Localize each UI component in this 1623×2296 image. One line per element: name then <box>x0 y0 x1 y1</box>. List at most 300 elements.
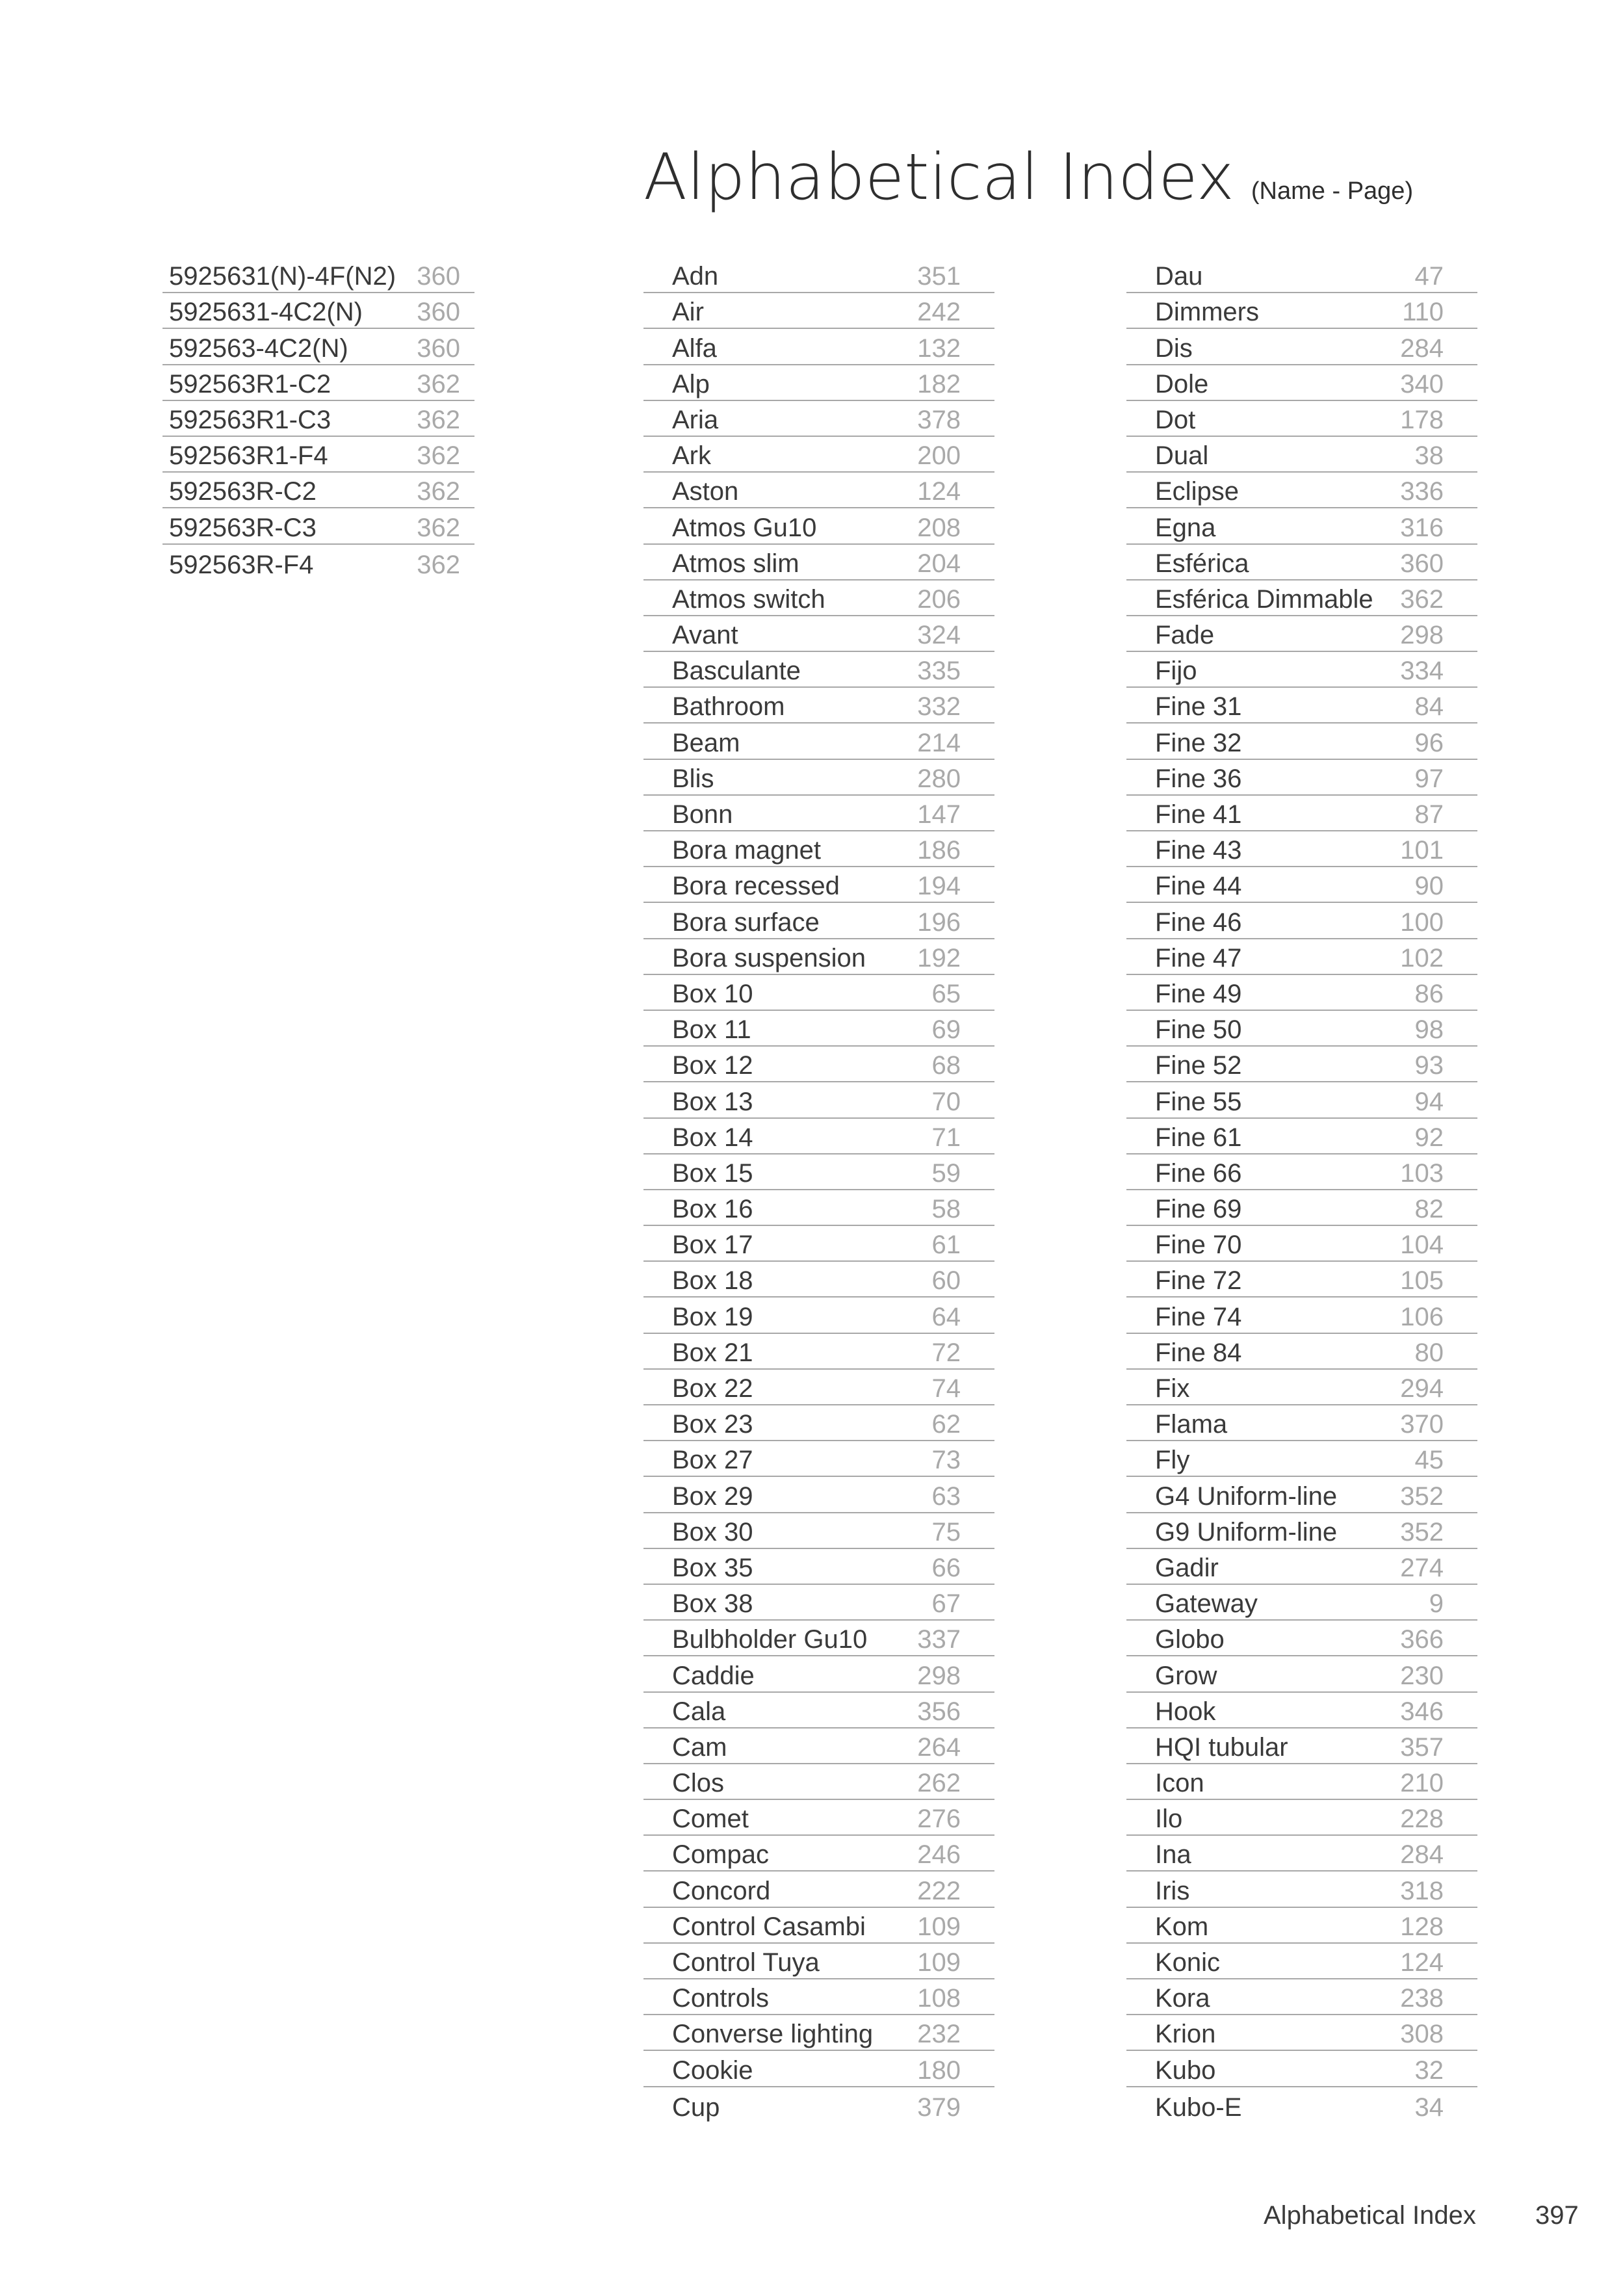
entry-name: Fly <box>1155 1446 1190 1475</box>
entry-page: 97 <box>1414 764 1444 793</box>
index-entry <box>1126 1155 1477 1190</box>
entry-name: Bulbholder Gu10 <box>672 1625 868 1654</box>
entry-page: 340 <box>1400 369 1444 398</box>
index-column-a-c <box>643 257 994 2123</box>
entry-page: 332 <box>917 692 961 722</box>
footer-page-number: 397 <box>1535 2201 1579 2230</box>
index-entry <box>643 1441 994 1477</box>
entry-page: 316 <box>1400 513 1444 542</box>
entry-page: 200 <box>917 441 961 471</box>
index-entry <box>1126 1370 1477 1405</box>
entry-page: 65 <box>931 979 961 1008</box>
entry-page: 262 <box>917 1769 961 1798</box>
index-entry <box>1126 1729 1477 1764</box>
entry-page: 210 <box>1400 1769 1444 1798</box>
entry-name: Box 30 <box>672 1517 753 1546</box>
entry-page: 294 <box>1400 1374 1444 1403</box>
entry-page: 47 <box>1414 262 1444 291</box>
index-entry <box>643 1226 994 1262</box>
page-title: Alphabetical Index <box>643 140 1234 215</box>
entry-page: 106 <box>1400 1302 1444 1331</box>
entry-name: Dual <box>1155 441 1209 471</box>
entry-page: 352 <box>1400 1481 1444 1511</box>
index-entry <box>643 939 994 975</box>
index-entry <box>643 1656 994 1692</box>
entry-name: Fine 72 <box>1155 1266 1242 1296</box>
entry-name: Cup <box>672 2093 720 2122</box>
index-entry <box>1126 1872 1477 1907</box>
entry-name: Aston <box>672 477 739 506</box>
index-entry <box>643 1872 994 1907</box>
index-entry <box>643 2015 994 2051</box>
index-entry <box>643 1405 994 1441</box>
index-entry <box>643 2087 994 2123</box>
index-entry <box>1126 508 1477 544</box>
entry-name: Bora suspension <box>672 943 866 972</box>
entry-page: 74 <box>931 1374 961 1403</box>
entry-name: Icon <box>1155 1769 1204 1798</box>
entry-page: 276 <box>917 1805 961 1834</box>
entry-page: 230 <box>1400 1661 1444 1690</box>
entry-page: 69 <box>931 1015 961 1045</box>
entry-name: Blis <box>672 764 714 793</box>
index-entry <box>643 1334 994 1370</box>
entry-name: Dimmers <box>1155 298 1259 327</box>
entry-name: Box 29 <box>672 1481 753 1511</box>
entry-page: 62 <box>931 1410 961 1439</box>
index-entry <box>162 401 474 437</box>
index-entry <box>1126 688 1477 724</box>
index-entry <box>162 257 474 293</box>
entry-page: 64 <box>931 1302 961 1331</box>
entry-name: 592563R1-C3 <box>169 405 331 434</box>
index-entry <box>162 293 474 329</box>
entry-name: Kubo-E <box>1155 2093 1242 2122</box>
index-entry <box>643 365 994 401</box>
index-entry <box>643 1729 994 1764</box>
entry-page: 100 <box>1400 907 1444 937</box>
index-entry <box>162 473 474 508</box>
entry-page: 147 <box>917 800 961 829</box>
entry-page: 132 <box>917 333 961 363</box>
entry-page: 70 <box>931 1087 961 1116</box>
index-entry <box>643 724 994 759</box>
index-entry <box>1126 939 1477 975</box>
index-entry <box>1126 1082 1477 1118</box>
index-entry <box>1126 831 1477 867</box>
entry-page: 337 <box>917 1625 961 1654</box>
entry-page: 196 <box>917 907 961 937</box>
entry-name: Box 18 <box>672 1266 753 1296</box>
footer-section-label: Alphabetical Index <box>1264 2201 1476 2230</box>
index-entry <box>643 545 994 581</box>
index-entry <box>1126 1226 1477 1262</box>
entry-page: 38 <box>1414 441 1444 471</box>
index-entry <box>1126 1477 1477 1513</box>
entry-name: Aria <box>672 405 719 434</box>
entry-page: 366 <box>1400 1625 1444 1654</box>
entry-name: Fine 49 <box>1155 979 1242 1008</box>
index-entry <box>1126 1800 1477 1836</box>
index-entry <box>643 1549 994 1585</box>
index-entry <box>643 581 994 616</box>
entry-page: 90 <box>1414 872 1444 901</box>
entry-name: Fine 32 <box>1155 728 1242 757</box>
index-entry <box>162 508 474 544</box>
entry-name: Control Tuya <box>672 1948 820 1977</box>
entry-name: Gadir <box>1155 1553 1219 1582</box>
entry-page: 66 <box>931 1553 961 1582</box>
entry-page: 60 <box>931 1266 961 1296</box>
entry-page: 238 <box>1400 1984 1444 2013</box>
entry-name: Box 15 <box>672 1158 753 1188</box>
index-entry <box>162 329 474 365</box>
entry-page: 45 <box>1414 1446 1444 1475</box>
index-entry <box>643 508 994 544</box>
index-entry <box>1126 1441 1477 1477</box>
entry-name: Basculante <box>672 657 801 686</box>
index-entry <box>643 1119 994 1155</box>
entry-name: Cookie <box>672 2055 753 2085</box>
entry-name: Box 13 <box>672 1087 753 1116</box>
index-entry <box>1126 616 1477 652</box>
index-entry <box>162 365 474 401</box>
entry-page: 182 <box>917 369 961 398</box>
entry-name: Fine 41 <box>1155 800 1242 829</box>
entry-page: 362 <box>417 550 460 579</box>
index-entry <box>1126 1836 1477 1872</box>
index-entry <box>1126 1621 1477 1656</box>
index-entry <box>1126 1585 1477 1621</box>
entry-name: Fine 43 <box>1155 836 1242 865</box>
index-entry <box>643 1082 994 1118</box>
entry-page: 87 <box>1414 800 1444 829</box>
entry-page: 194 <box>917 872 961 901</box>
index-entry <box>1126 1979 1477 2015</box>
entry-page: 360 <box>417 262 460 291</box>
entry-page: 280 <box>917 764 961 793</box>
entry-page: 72 <box>931 1338 961 1367</box>
entry-name: Box 12 <box>672 1051 753 1080</box>
entry-name: 5925631-4C2(N) <box>169 298 363 327</box>
index-entry <box>643 1585 994 1621</box>
entry-name: Fine 84 <box>1155 1338 1242 1367</box>
entry-page: 178 <box>1400 405 1444 434</box>
entry-page: 334 <box>1400 657 1444 686</box>
index-entry <box>643 975 994 1011</box>
entry-name: Alp <box>672 369 710 398</box>
entry-page: 362 <box>417 369 460 398</box>
entry-name: Flama <box>1155 1410 1228 1439</box>
entry-page: 84 <box>1414 692 1444 722</box>
entry-name: Ina <box>1155 1840 1191 1870</box>
entry-name: Kubo <box>1155 2055 1216 2085</box>
index-entry <box>643 1298 994 1333</box>
entry-page: 360 <box>417 298 460 327</box>
entry-name: Fijo <box>1155 657 1197 686</box>
index-entry <box>162 545 474 581</box>
entry-name: Kora <box>1155 1984 1210 2013</box>
entry-page: 362 <box>417 513 460 542</box>
entry-name: 592563R-C2 <box>169 477 317 506</box>
entry-name: Box 38 <box>672 1589 753 1619</box>
entry-page: 206 <box>917 584 961 614</box>
entry-page: 298 <box>917 1661 961 1690</box>
entry-name: Gateway <box>1155 1589 1258 1619</box>
entry-page: 284 <box>1400 1840 1444 1870</box>
index-entry <box>1126 473 1477 508</box>
entry-page: 284 <box>1400 333 1444 363</box>
entry-page: 360 <box>1400 549 1444 578</box>
entry-name: Bonn <box>672 800 733 829</box>
entry-name: Box 17 <box>672 1231 753 1260</box>
index-entry <box>643 616 994 652</box>
entry-name: Fine 47 <box>1155 943 1242 972</box>
index-entry <box>1126 724 1477 759</box>
entry-name: Box 21 <box>672 1338 753 1367</box>
entry-name: HQI tubular <box>1155 1732 1288 1762</box>
entry-page: 222 <box>917 1876 961 1905</box>
entry-name: Air <box>672 298 704 327</box>
index-entry <box>643 329 994 365</box>
entry-page: 298 <box>1400 621 1444 650</box>
index-entry <box>1126 903 1477 939</box>
entry-page: 32 <box>1414 2055 1444 2085</box>
entry-name: Box 10 <box>672 979 753 1008</box>
index-entry <box>1126 2087 1477 2123</box>
index-entry <box>1126 329 1477 365</box>
index-entry <box>1126 796 1477 831</box>
index-entry <box>643 1477 994 1513</box>
entry-page: 379 <box>917 2093 961 2122</box>
entry-page: 186 <box>917 836 961 865</box>
entry-name: Box 14 <box>672 1123 753 1152</box>
entry-name: Box 27 <box>672 1446 753 1475</box>
entry-page: 96 <box>1414 728 1444 757</box>
entry-page: 346 <box>1400 1697 1444 1726</box>
entry-page: 73 <box>931 1446 961 1475</box>
index-entry <box>643 1800 994 1836</box>
index-entry <box>643 1764 994 1800</box>
entry-page: 362 <box>417 441 460 471</box>
index-entry <box>1126 1693 1477 1729</box>
entry-name: Converse lighting <box>672 2020 874 2049</box>
index-entry <box>643 1047 994 1082</box>
index-entry <box>643 1513 994 1549</box>
index-entry <box>643 1370 994 1405</box>
index-entry <box>1126 1190 1477 1226</box>
entry-name: Fade <box>1155 621 1215 650</box>
entry-name: Eclipse <box>1155 477 1239 506</box>
index-entry <box>643 1155 994 1190</box>
index-entry <box>643 1190 994 1226</box>
entry-name: Kom <box>1155 1912 1209 1941</box>
entry-page: 357 <box>1400 1732 1444 1762</box>
entry-page: 109 <box>917 1948 961 1977</box>
entry-name: Box 35 <box>672 1553 753 1582</box>
entry-name: Box 16 <box>672 1195 753 1224</box>
index-entry <box>643 2051 994 2087</box>
entry-name: Ark <box>672 441 711 471</box>
index-entry <box>1126 437 1477 473</box>
entry-name: Atmos switch <box>672 584 825 614</box>
entry-page: 324 <box>917 621 961 650</box>
entry-page: 93 <box>1414 1051 1444 1080</box>
index-entry <box>1126 1334 1477 1370</box>
entry-name: Atmos Gu10 <box>672 513 817 542</box>
index-column-numeric <box>162 257 474 581</box>
entry-page: 104 <box>1400 1231 1444 1260</box>
index-entry <box>1126 2015 1477 2051</box>
entry-page: 98 <box>1414 1015 1444 1045</box>
entry-name: Fine 36 <box>1155 764 1242 793</box>
entry-page: 82 <box>1414 1195 1444 1224</box>
entry-name: Box 11 <box>672 1015 751 1045</box>
index-entry <box>1126 652 1477 688</box>
entry-page: 9 <box>1429 1589 1444 1619</box>
index-entry <box>1126 1908 1477 1944</box>
entry-name: Cala <box>672 1697 726 1726</box>
index-entry <box>1126 975 1477 1011</box>
entry-page: 86 <box>1414 979 1444 1008</box>
index-entry <box>1126 1944 1477 1979</box>
index-entry <box>643 867 994 903</box>
entry-name: Clos <box>672 1769 725 1798</box>
index-entry <box>643 831 994 867</box>
page-subtitle: (Name - Page) <box>1251 177 1414 205</box>
entry-page: 204 <box>917 549 961 578</box>
entry-name: Concord <box>672 1876 771 1905</box>
index-entry <box>1126 1298 1477 1333</box>
entry-name: G9 Uniform-line <box>1155 1517 1338 1546</box>
index-entry <box>1126 257 1477 293</box>
entry-page: 214 <box>917 728 961 757</box>
entry-page: 232 <box>917 2020 961 2049</box>
entry-page: 102 <box>1400 943 1444 972</box>
entry-name: Hook <box>1155 1697 1216 1726</box>
entry-name: 5925631(N)-4F(N2) <box>169 262 396 291</box>
entry-name: Fine 31 <box>1155 692 1242 722</box>
entry-name: Beam <box>672 728 740 757</box>
index-entry <box>1126 760 1477 796</box>
entry-page: 356 <box>917 1697 961 1726</box>
entry-page: 318 <box>1400 1876 1444 1905</box>
index-entry <box>1126 2051 1477 2087</box>
entry-name: Fine 52 <box>1155 1051 1242 1080</box>
entry-name: Bora magnet <box>672 836 822 865</box>
entry-name: Fine 44 <box>1155 872 1242 901</box>
entry-name: Esférica Dimmable <box>1155 584 1373 614</box>
entry-name: Iris <box>1155 1876 1190 1905</box>
entry-page: 59 <box>931 1158 961 1188</box>
entry-page: 94 <box>1414 1087 1444 1116</box>
entry-name: Adn <box>672 262 719 291</box>
index-entry <box>643 1908 994 1944</box>
entry-page: 34 <box>1414 2093 1444 2122</box>
entry-page: 58 <box>931 1195 961 1224</box>
entry-page: 308 <box>1400 2020 1444 2049</box>
entry-page: 105 <box>1400 1266 1444 1296</box>
entry-page: 274 <box>1400 1553 1444 1582</box>
entry-name: Alfa <box>672 333 717 363</box>
entry-page: 68 <box>931 1051 961 1080</box>
entry-page: 336 <box>1400 477 1444 506</box>
index-entry <box>1126 1764 1477 1800</box>
index-entry <box>1126 293 1477 329</box>
entry-name: Box 23 <box>672 1410 753 1439</box>
index-entry <box>643 437 994 473</box>
entry-page: 61 <box>931 1231 961 1260</box>
entry-page: 109 <box>917 1912 961 1941</box>
entry-page: 362 <box>417 405 460 434</box>
index-entry <box>1126 1119 1477 1155</box>
entry-page: 180 <box>917 2055 961 2085</box>
entry-page: 242 <box>917 298 961 327</box>
entry-page: 246 <box>917 1840 961 1870</box>
index-entry <box>1126 401 1477 437</box>
entry-page: 228 <box>1400 1805 1444 1834</box>
entry-name: Egna <box>1155 513 1216 542</box>
entry-name: Caddie <box>672 1661 755 1690</box>
index-entry <box>1126 867 1477 903</box>
index-entry <box>1126 1262 1477 1298</box>
entry-name: Ilo <box>1155 1805 1183 1834</box>
entry-page: 362 <box>417 477 460 506</box>
entry-name: Fine 69 <box>1155 1195 1242 1224</box>
page-header <box>643 140 1413 215</box>
index-entry <box>1126 581 1477 616</box>
entry-page: 264 <box>917 1732 961 1762</box>
entry-page: 110 <box>1402 298 1444 327</box>
entry-page: 75 <box>931 1517 961 1546</box>
index-entry <box>643 401 994 437</box>
entry-name: 592563R-F4 <box>169 550 314 579</box>
entry-name: Fine 50 <box>1155 1015 1242 1045</box>
index-entry <box>643 688 994 724</box>
entry-page: 108 <box>917 1984 961 2013</box>
entry-page: 124 <box>1400 1948 1444 1977</box>
index-entry <box>162 437 474 473</box>
index-entry <box>643 1944 994 1979</box>
entry-name: Box 22 <box>672 1374 753 1403</box>
index-entry <box>1126 545 1477 581</box>
entry-page: 101 <box>1400 836 1444 865</box>
entry-page: 71 <box>931 1123 961 1152</box>
entry-name: Fine 61 <box>1155 1123 1242 1152</box>
index-entry <box>643 473 994 508</box>
entry-name: Controls <box>672 1984 769 2013</box>
entry-page: 360 <box>417 333 460 363</box>
entry-page: 378 <box>917 405 961 434</box>
entry-name: Dole <box>1155 369 1209 398</box>
entry-name: Fine 55 <box>1155 1087 1242 1116</box>
entry-name: Globo <box>1155 1625 1225 1654</box>
index-entry <box>643 1693 994 1729</box>
entry-page: 63 <box>931 1481 961 1511</box>
index-entry <box>643 257 994 293</box>
entry-name: 592563R-C3 <box>169 513 317 542</box>
entry-name: 592563-4C2(N) <box>169 333 348 363</box>
entry-page: 352 <box>1400 1517 1444 1546</box>
index-entry <box>643 1011 994 1047</box>
entry-name: Krion <box>1155 2020 1216 2049</box>
entry-page: 92 <box>1414 1123 1444 1152</box>
entry-name: 592563R1-F4 <box>169 441 328 471</box>
index-entry <box>1126 365 1477 401</box>
entry-name: Atmos slim <box>672 549 799 578</box>
entry-name: Bathroom <box>672 692 785 722</box>
index-entry <box>1126 1656 1477 1692</box>
